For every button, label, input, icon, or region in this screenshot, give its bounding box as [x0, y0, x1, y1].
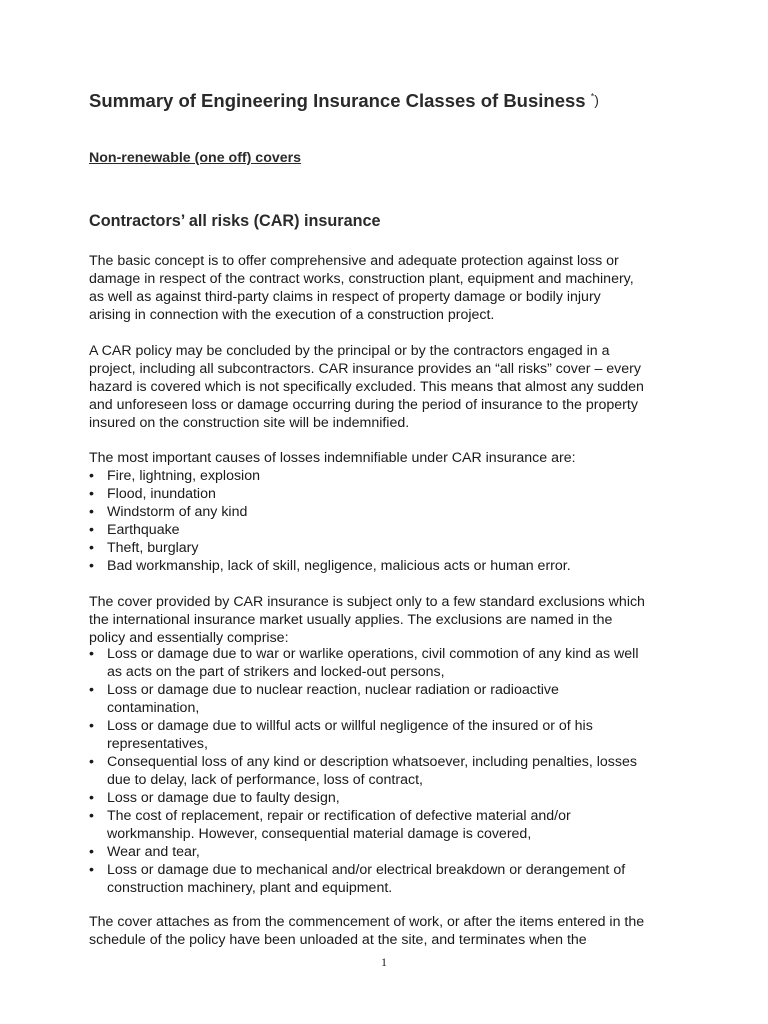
- document-title: [89, 90, 599, 112]
- list-item-text: Windstorm of any kind: [107, 504, 248, 520]
- list-item-text: contamination,: [107, 700, 200, 716]
- list-item-text: Loss or damage due to faulty design,: [107, 790, 340, 806]
- list-item: [89, 681, 639, 717]
- subheading-non-renewable: Non-renewable (one off) covers: [89, 150, 302, 166]
- bullet-icon: •: [89, 844, 94, 860]
- list-item: [89, 717, 639, 753]
- text-line: project, including all subcontractors. CAR insurance provides an “all risks” cover – every: [89, 361, 641, 377]
- list-item-text: Bad workmanship, lack of skill, negligence, malicious acts or human error.: [107, 558, 571, 574]
- list-item-text: Loss or damage due to mechanical and/or electrical breakdown or derangement of: [107, 862, 626, 878]
- causes-list: [89, 467, 571, 575]
- list-item: [89, 789, 639, 807]
- text-line: The basic concept is to offer comprehensive and adequate protection against loss or: [89, 253, 619, 269]
- text-line: schedule of the policy have been unloaded at the site, and terminates when the: [89, 932, 587, 948]
- list-item: [89, 843, 639, 861]
- list-item: [89, 539, 571, 557]
- bullet-icon: •: [89, 522, 94, 538]
- bullet-icon: •: [89, 754, 94, 770]
- exclusions-list: [89, 645, 639, 897]
- text-line: arising in connection with the execution of a construction project.: [89, 307, 495, 323]
- paragraph-causes-intro: [89, 449, 576, 467]
- text-line: the international insurance market usually applies. The exclusions are named in the: [89, 612, 613, 628]
- text-line: The cover provided by CAR insurance is subject only to a few standard exclusions which: [89, 594, 645, 610]
- footnote-paren: ): [594, 92, 599, 108]
- text-line: damage in respect of the contract works, construction plant, equipment and machinery,: [89, 271, 634, 287]
- bullet-icon: •: [89, 808, 94, 824]
- list-item-text: construction machinery, plant and equipment.: [107, 880, 393, 896]
- footnote-star: *: [590, 91, 595, 102]
- text-line: hazard is covered which is not specifically excluded. This means that almost any sudden: [89, 379, 644, 395]
- list-item: [89, 807, 639, 843]
- footnote-marker: [591, 92, 599, 108]
- paragraph-basic-concept: [89, 252, 634, 324]
- list-item: [89, 467, 571, 485]
- text-line: The most important causes of losses indemnifiable under CAR insurance are:: [89, 450, 576, 466]
- bullet-icon: •: [89, 682, 94, 698]
- list-item: [89, 861, 639, 897]
- text-line: policy and essentially comprise:: [89, 630, 289, 646]
- list-item-text: Earthquake: [107, 522, 180, 538]
- page-number: 1: [381, 955, 387, 969]
- bullet-icon: •: [89, 718, 94, 734]
- text-line: A CAR policy may be concluded by the principal or by the contractors engaged in a: [89, 343, 610, 359]
- text-line: and unforeseen loss or damage occurring during the period of insurance to the property: [89, 397, 638, 413]
- bullet-icon: •: [89, 486, 94, 502]
- list-item-text: Loss or damage due to willful acts or willful negligence of the insured or of his: [107, 718, 593, 734]
- document-title-text: Summary of Engineering Insurance Classes of Business: [89, 90, 586, 111]
- list-item: [89, 557, 571, 575]
- bullet-icon: •: [89, 468, 94, 484]
- list-item-text: Consequential loss of any kind or description whatsoever, including penalties, losses: [107, 754, 637, 770]
- list-item: [89, 485, 571, 503]
- list-item-text: as acts on the part of strikers and locked-out persons,: [107, 664, 445, 680]
- paragraph-car-policy: [89, 342, 644, 432]
- paragraph-cover-attaches: [89, 913, 644, 949]
- text-line: The cover attaches as from the commencement of work, or after the items entered in the: [89, 914, 645, 930]
- bullet-icon: •: [89, 540, 94, 556]
- list-item-text: due to delay, lack of performance, loss of contract,: [107, 772, 423, 788]
- list-item-text: Wear and tear,: [107, 844, 200, 860]
- bullet-icon: •: [89, 504, 94, 520]
- paragraph-exclusions-intro: [89, 593, 645, 647]
- list-item-text: Loss or damage due to nuclear reaction, nuclear radiation or radioactive: [107, 682, 559, 698]
- section-title-car: Contractors’ all risks (CAR) insurance: [89, 212, 381, 230]
- list-item: [89, 503, 571, 521]
- list-item-text: Fire, lightning, explosion: [107, 468, 260, 484]
- bullet-icon: •: [89, 558, 94, 574]
- list-item-text: representatives,: [107, 736, 208, 752]
- list-item-text: Theft, burglary: [107, 540, 199, 556]
- bullet-icon: •: [89, 790, 94, 806]
- list-item: [89, 753, 639, 789]
- list-item-text: workmanship. However, consequential material damage is covered,: [107, 826, 532, 842]
- list-item-text: Flood, inundation: [107, 486, 216, 502]
- text-line: as well as against third-party claims in respect of property damage or bodily injury: [89, 289, 601, 305]
- list-item: [89, 645, 639, 681]
- list-item: [89, 521, 571, 539]
- bullet-icon: •: [89, 646, 94, 662]
- text-line: insured on the construction site will be indemnified.: [89, 415, 410, 431]
- list-item-text: The cost of replacement, repair or rectification of defective material and/or: [107, 808, 571, 824]
- list-item-text: Loss or damage due to war or warlike operations, civil commotion of any kind as well: [107, 646, 639, 662]
- bullet-icon: •: [89, 862, 94, 878]
